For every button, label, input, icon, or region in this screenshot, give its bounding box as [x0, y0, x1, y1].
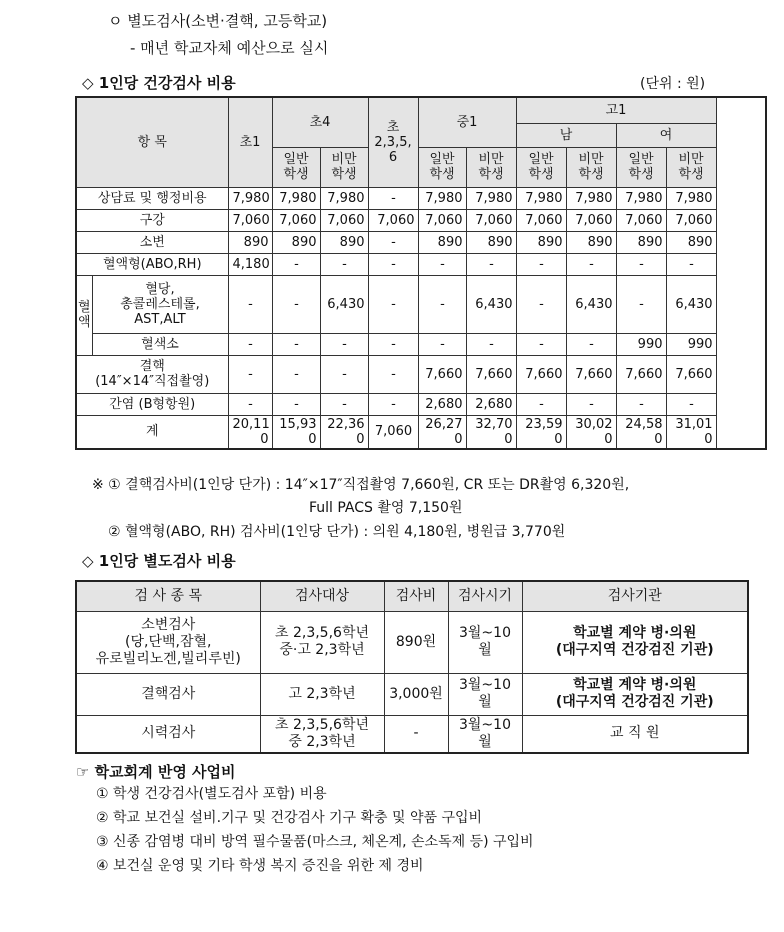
cost-cell: 6,430: [466, 275, 516, 333]
header-normal-student: 일반 학생: [418, 147, 466, 187]
cost-table: [75, 96, 767, 450]
exam-cell: 고 2,3학년: [260, 673, 384, 715]
header-obese-student: 비만 학생: [566, 147, 616, 187]
header-normal-student: 일반 학생: [516, 147, 566, 187]
table-row: [76, 393, 766, 415]
cost-cell: 7,660: [566, 355, 616, 393]
cost-cell: -: [566, 333, 616, 355]
cost-cell: 7,060: [566, 209, 616, 231]
cost-cell: -: [418, 333, 466, 355]
cost-cell: -: [466, 253, 516, 275]
row-label: 상담료 및 행정비용: [76, 187, 228, 209]
cost-cell: 20,11 0: [228, 415, 272, 449]
cost-cell: -: [616, 253, 666, 275]
note-1b: Full PACS 촬영 7,150원: [309, 500, 463, 516]
cost-cell: 7,660: [466, 355, 516, 393]
cost-cell: 32,70 0: [466, 415, 516, 449]
row-label: 혈액형(ABO,RH): [76, 253, 228, 275]
cost-cell: -: [368, 275, 418, 333]
cost-cell: 7,060: [272, 209, 320, 231]
cost-cell: 2,680: [466, 393, 516, 415]
cost-cell: 23,59 0: [516, 415, 566, 449]
note-2: ② 혈액형(ABO, RH) 검사비(1인당 단가) : 의원 4,180원, 병원급 3,770원: [108, 524, 566, 540]
header-cell: 검 사 종 목: [76, 581, 260, 611]
exam-cell: 시력검사: [76, 715, 260, 753]
expense-item: ① 학생 건강검사(별도검사 포함) 비용: [96, 786, 327, 802]
cost-cell: 890: [616, 231, 666, 253]
header-cell: 검사기관: [522, 581, 748, 611]
exam-cell: 결핵검사: [76, 673, 260, 715]
cost-cell: 890: [228, 231, 272, 253]
header-obese-student: 비만 학생: [320, 147, 368, 187]
cost-cell: 7,980: [418, 187, 466, 209]
row-label: 혈색소: [92, 333, 228, 355]
exam-cell: 3월~10월: [448, 611, 522, 673]
cost-cell: 7,660: [418, 355, 466, 393]
table-row: [76, 333, 766, 355]
table-row: [76, 415, 766, 449]
cost-cell: -: [320, 355, 368, 393]
cost-cell: 990: [666, 333, 716, 355]
cost-cell: 890: [516, 231, 566, 253]
exam-cell: -: [384, 715, 448, 753]
exam-cell: 890원: [384, 611, 448, 673]
table-row: [76, 275, 766, 333]
cost-cell: 7,060: [368, 209, 418, 231]
table-row: [76, 673, 748, 715]
cost-cell: -: [368, 333, 418, 355]
exam-cell: 3월~10월: [448, 715, 522, 753]
table-row: [76, 209, 766, 231]
cost-cell: -: [666, 393, 716, 415]
cost-cell: 4,180: [228, 253, 272, 275]
cost-cell: -: [228, 333, 272, 355]
header-high1: 고1: [516, 97, 716, 123]
separate-exam-table: [75, 580, 749, 754]
header-obese-student: 비만 학생: [466, 147, 516, 187]
cost-cell: -: [320, 393, 368, 415]
intro-line-1: ㅇ 별도검사(소변·결핵, 고등학교): [108, 12, 328, 30]
cost-cell: 7,060: [466, 209, 516, 231]
cost-cell: 7,980: [228, 187, 272, 209]
expense-item: ③ 신종 감염병 대비 방역 필수물품(마스크, 체온계, 손소독제 등) 구입비: [96, 834, 534, 850]
cost-cell: -: [418, 253, 466, 275]
unit-label: (단위 : 원): [640, 76, 706, 92]
table-row: [76, 715, 748, 753]
cost-cell: -: [368, 231, 418, 253]
cost-cell: 7,980: [516, 187, 566, 209]
header-grade1: 초1: [228, 97, 272, 187]
cost-cell: -: [320, 333, 368, 355]
cost-cell: 890: [566, 231, 616, 253]
cost-cell: 7,980: [616, 187, 666, 209]
cost-cell: -: [466, 333, 516, 355]
intro-line-2: - 매년 학교자체 예산으로 실시: [130, 39, 329, 57]
section1-title: ◇ 1인당 건강검사 비용: [82, 74, 236, 92]
cost-cell: 2,680: [418, 393, 466, 415]
cost-cell: 7,060: [666, 209, 716, 231]
header-cell: 검사비: [384, 581, 448, 611]
cost-cell: 890: [666, 231, 716, 253]
cost-cell: -: [272, 275, 320, 333]
cost-cell: 31,01 0: [666, 415, 716, 449]
section2-title: ◇ 1인당 별도검사 비용: [82, 552, 236, 570]
cost-cell: -: [368, 355, 418, 393]
cost-cell: 990: [616, 333, 666, 355]
table-row: [76, 253, 766, 275]
header-female: 여: [616, 123, 716, 147]
cost-cell: -: [228, 393, 272, 415]
cost-cell: -: [516, 333, 566, 355]
cost-cell: 6,430: [666, 275, 716, 333]
cost-cell: -: [516, 253, 566, 275]
table-row: [76, 231, 766, 253]
cost-cell: 7,060: [418, 209, 466, 231]
row-label: 간염 (B형항원): [76, 393, 228, 415]
cost-cell: 7,980: [272, 187, 320, 209]
row-label: 계: [76, 415, 228, 449]
row-label: 구강: [76, 209, 228, 231]
header-cell: 검사대상: [260, 581, 384, 611]
cost-cell: -: [368, 393, 418, 415]
cost-cell: 7,060: [320, 209, 368, 231]
cost-cell: 7,660: [616, 355, 666, 393]
header-cell: 검사시기: [448, 581, 522, 611]
header-item: 항 목: [76, 97, 228, 187]
cost-cell: 24,58 0: [616, 415, 666, 449]
cost-cell: 7,660: [666, 355, 716, 393]
cost-cell: 7,660: [516, 355, 566, 393]
cost-cell: -: [320, 253, 368, 275]
cost-cell: 890: [272, 231, 320, 253]
cost-cell: 7,980: [466, 187, 516, 209]
cost-cell: -: [272, 355, 320, 393]
cost-cell: 22,36 0: [320, 415, 368, 449]
exam-cell: 학교별 계약 병·의원 (대구지역 건강검진 기관): [522, 611, 748, 673]
cost-cell: -: [566, 393, 616, 415]
table-row: [76, 355, 766, 393]
note-1a: ※ ① 결핵검사비(1인당 단가) : 14″×17″직접촬영 7,660원, CR 또는 DR촬영 6,320원,: [92, 477, 630, 493]
expense-item: ④ 보건실 운영 및 기타 학생 복지 증진을 위한 제 경비: [96, 858, 424, 874]
cost-cell: -: [272, 253, 320, 275]
cost-cell: -: [272, 333, 320, 355]
cost-cell: 7,980: [666, 187, 716, 209]
cost-cell: 890: [466, 231, 516, 253]
cost-cell: 6,430: [320, 275, 368, 333]
exam-cell: 3월~10월: [448, 673, 522, 715]
exam-cell: 초 2,3,5,6학년 중·고 2,3학년: [260, 611, 384, 673]
cost-cell: -: [368, 253, 418, 275]
cost-cell: -: [516, 275, 566, 333]
cost-cell: 15,93 0: [272, 415, 320, 449]
expense-item: ② 학교 보건실 설비.기구 및 건강검사 기구 확충 및 약품 구입비: [96, 810, 483, 826]
section3-title: ☞ 학교회계 반영 사업비: [76, 763, 236, 781]
cost-cell: -: [516, 393, 566, 415]
cost-cell: 7,060: [616, 209, 666, 231]
row-label: 소변: [76, 231, 228, 253]
exam-cell: 학교별 계약 병·의원 (대구지역 건강검진 기관): [522, 673, 748, 715]
row-label: 결핵 (14″×14″직접촬영): [76, 355, 228, 393]
cost-cell: -: [272, 393, 320, 415]
cost-cell: -: [418, 275, 466, 333]
header-grade2356: 초 2,3,5, 6: [368, 97, 418, 187]
cost-cell: -: [228, 355, 272, 393]
cost-cell: 7,980: [566, 187, 616, 209]
header-middle1: 중1: [418, 97, 516, 147]
cost-cell: 7,060: [228, 209, 272, 231]
cost-cell: 7,060: [368, 415, 418, 449]
cost-cell: 26,27 0: [418, 415, 466, 449]
cost-cell: 890: [418, 231, 466, 253]
cost-cell: 890: [320, 231, 368, 253]
exam-cell: 초 2,3,5,6학년 중 2,3학년: [260, 715, 384, 753]
header-grade4: 초4: [272, 97, 368, 147]
table-row: [76, 611, 748, 673]
header-obese-student: 비만 학생: [666, 147, 716, 187]
cost-cell: 6,430: [566, 275, 616, 333]
table-row: [76, 187, 766, 209]
cost-cell: -: [368, 187, 418, 209]
cost-cell: 7,060: [516, 209, 566, 231]
header-male: 남: [516, 123, 616, 147]
blood-group-label: 혈 액: [76, 275, 92, 355]
cost-cell: 30,02 0: [566, 415, 616, 449]
cost-cell: 7,980: [320, 187, 368, 209]
cost-cell: -: [228, 275, 272, 333]
exam-cell: 3,000원: [384, 673, 448, 715]
cost-cell: -: [616, 275, 666, 333]
header-normal-student: 일반 학생: [272, 147, 320, 187]
exam-cell: 소변검사 (당,단백,잠혈, 유로빌리노겐,빌리루빈): [76, 611, 260, 673]
cost-cell: -: [616, 393, 666, 415]
cost-cell: -: [666, 253, 716, 275]
header-normal-student: 일반 학생: [616, 147, 666, 187]
cost-cell: -: [566, 253, 616, 275]
row-label: 혈당, 총콜레스테롤, AST,ALT: [92, 275, 228, 333]
exam-cell: 교 직 원: [522, 715, 748, 753]
